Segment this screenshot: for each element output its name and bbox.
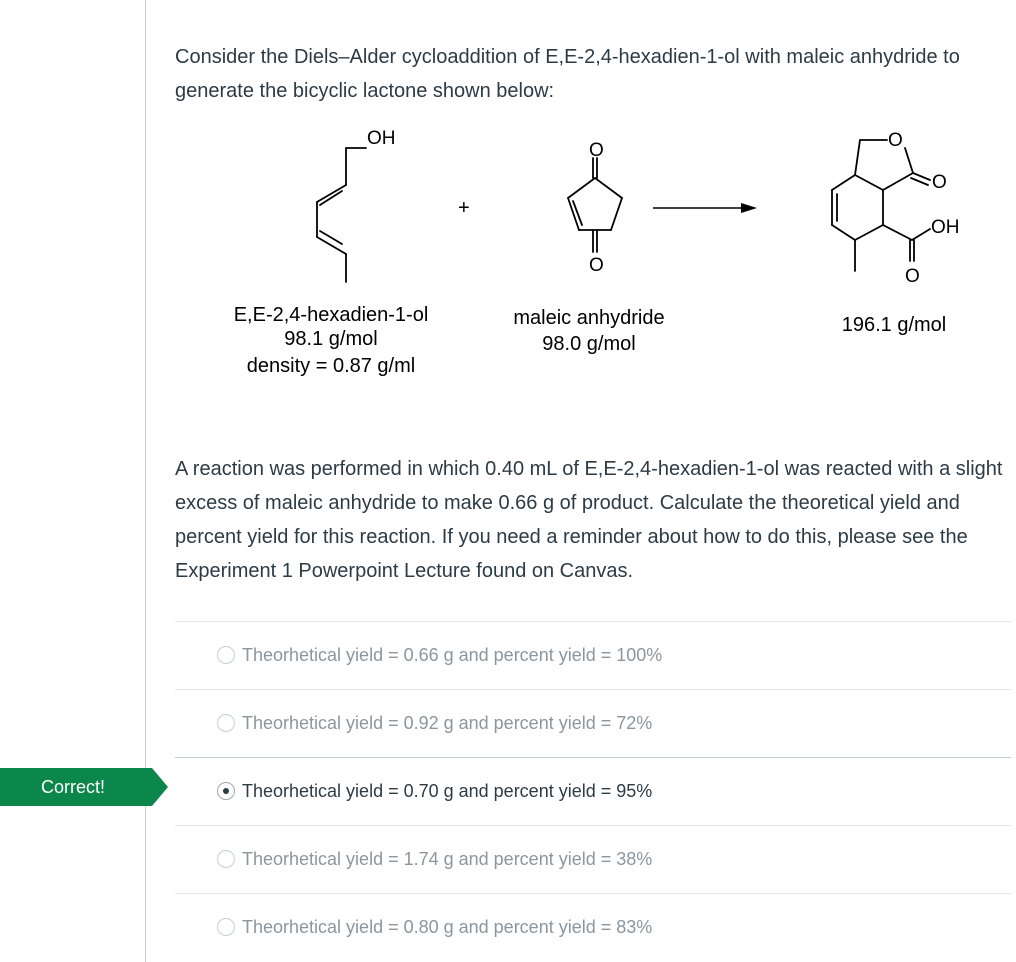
ring-o-label: O [888, 130, 903, 151]
carbonyl-o-label: O [932, 172, 947, 193]
maleic-anhydride-structure [568, 158, 622, 252]
correct-label: Correct! [40, 776, 105, 797]
plus-sign: + [458, 197, 470, 219]
reactant2-name: maleic anhydride [513, 307, 665, 329]
oh-label: OH [367, 128, 396, 149]
radio-button[interactable] [217, 918, 235, 936]
answer-label: Theorhetical yield = 1.74 g and percent yield = 38% [242, 849, 653, 869]
answer-list [175, 621, 1011, 961]
reactant1-density: density = 0.87 g/ml [246, 355, 416, 377]
radio-button-checked[interactable] [217, 782, 235, 800]
answer-option[interactable] [175, 893, 1011, 961]
acid-o-label: O [905, 266, 920, 287]
answer-label: Theorhetical yield = 0.92 g and percent yield = 72% [242, 713, 653, 733]
answer-option[interactable] [175, 689, 1011, 757]
correct-feedback-flag [0, 768, 168, 806]
answer-label: Theorhetical yield = 0.70 g and percent yield = 95% [242, 781, 653, 801]
product-mw: 196.1 g/mol [841, 314, 947, 336]
reaction-arrow [653, 203, 757, 213]
question-body: A reaction was performed in which 0.40 mL of E,E-2,4-hexadien-1-ol was reacted with a slight excess of maleic anhydride to make 0.66 g of product. Calculate the theoretical yield and percent yield for this reaction. If you need a reminder about how to do this, please see the Experiment 1 Powerpoint Lecture found on Canvas. [175, 458, 1003, 582]
o-label-top: O [589, 140, 604, 161]
radio-button[interactable] [217, 646, 235, 664]
answer-option[interactable] [175, 825, 1011, 893]
reaction-scheme [200, 118, 1000, 393]
answer-label: Theorhetical yield = 0.80 g and percent yield = 83% [242, 917, 653, 937]
product-oh-label: OH [931, 217, 960, 238]
hexadienol-structure [317, 148, 366, 282]
left-divider [145, 0, 146, 962]
answer-option[interactable] [175, 621, 1011, 689]
answer-label: Theorhetical yield = 0.66 g and percent yield = 100% [242, 645, 663, 665]
question-intro: Consider the Diels–Alder cycloaddition of E,E-2,4-hexadien-1-ol with maleic anhydride to generate the bicyclic lactone shown below: [175, 46, 960, 102]
reactant1-mw: 98.1 g/mol [284, 328, 378, 350]
product-structure [832, 140, 930, 271]
answer-option-selected[interactable] [175, 757, 1011, 825]
radio-button[interactable] [217, 850, 235, 868]
o-label-bottom: O [589, 255, 604, 276]
reactant2-mw: 98.0 g/mol [542, 333, 636, 355]
reactant1-name: E,E-2,4-hexadien-1-ol [233, 304, 429, 326]
radio-button[interactable] [217, 714, 235, 732]
